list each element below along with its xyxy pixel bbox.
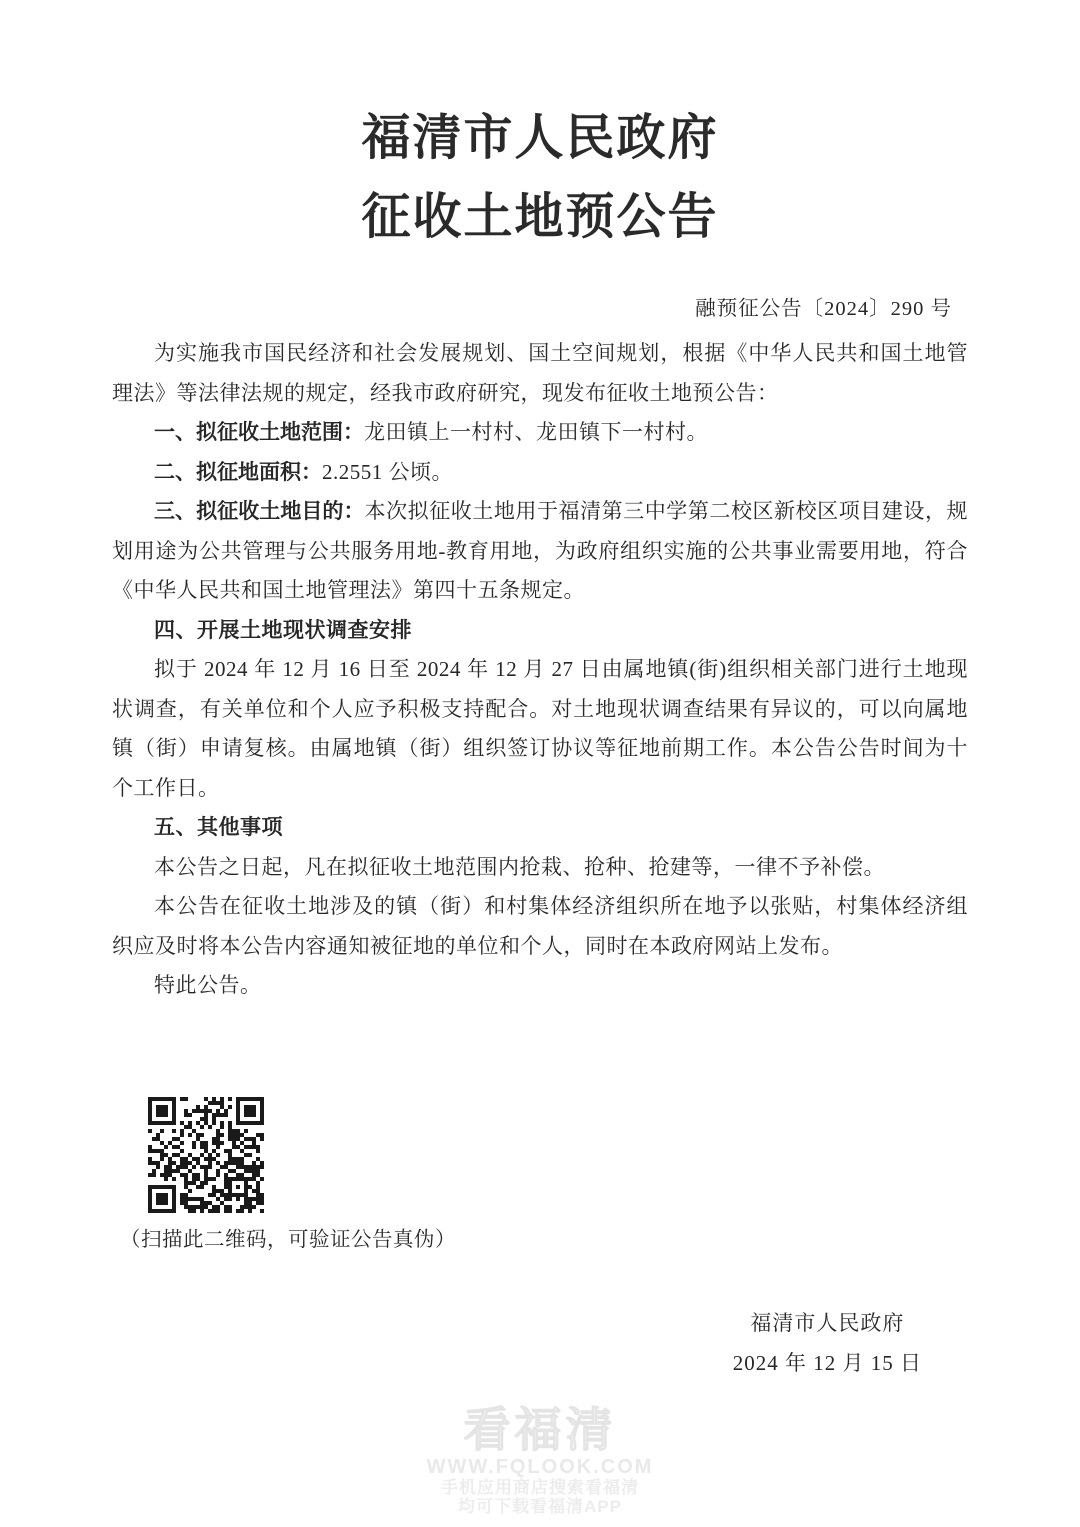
item-purpose xyxy=(112,492,968,611)
item-scope-label: 一、拟征收土地范围： xyxy=(154,421,364,444)
title-line-1: 福清市人民政府 xyxy=(361,110,719,165)
signature-block xyxy=(112,1303,968,1383)
section5-paragraph-1: 本公告之日起，凡在拟征收土地范围内抢栽、抢种、抢建等，一律不予补偿。 xyxy=(154,854,885,879)
item-area xyxy=(112,453,968,493)
qr-code xyxy=(148,1097,264,1213)
section5-paragraph-3: 特此公告。 xyxy=(154,973,262,997)
document-number: 融预征公告〔2024〕290 号 xyxy=(695,298,952,320)
section4-heading: 四、开展土地现状调查安排 xyxy=(154,618,412,642)
item-purpose-text: 本次拟征收土地用于福清第三中学第二校区新校区项目建设，规划用途为公共管理与公共服务用地-教育用地，为政府组织实施的公共事业需要用地，符合《中华人民共和国土地管理法》第四十五条规定。 xyxy=(112,499,969,602)
section5-heading: 五、其他事项 xyxy=(154,816,283,839)
signature-issuer: 福清市人民政府 xyxy=(750,1310,905,1335)
signature-date: 2024 年 12 月 15 日 xyxy=(732,1350,922,1375)
item-purpose-label: 三、拟征收土地目的： xyxy=(154,500,365,523)
document-body xyxy=(112,334,968,1006)
title-line-2: 征收土地预公告 xyxy=(361,189,719,244)
watermark-line-2: 均可下载看福清APP xyxy=(458,1497,622,1516)
item-area-label: 二、拟征地面积： xyxy=(154,460,322,484)
section5-paragraph-2: 本公告在征收土地涉及的镇（街）和村集体经济组织所在地予以张贴，村集体经济组织应及时将本公告内容通知被征地的单位和个人，同时在本政府网站上发布。 xyxy=(112,894,968,958)
document-content xyxy=(0,98,1080,1383)
intro-paragraph: 为实施我市国民经济和社会发展规划、国土空间规划，根据《中华人民共和国土地管理法》等法律法规的规定，经我市政府研究，现发布征收土地预公告： xyxy=(112,341,968,405)
qr-block xyxy=(112,1097,968,1255)
item-area-text: 2.2551 公顷。 xyxy=(322,459,453,484)
item-scope xyxy=(112,413,968,453)
signature-inner xyxy=(733,1303,922,1383)
section4-paragraph: 拟于 2024 年 12 月 16 日至 2024 年 12 月 27 日由属地镇(街)组织相关部门进行土地现状调查，有关单位和个人应予积极支持配合。对土地现状调查结果有异议的，可以向属地镇（街）申请复核。由属地镇（街）组织签订协议等征地前期工作。本公告公告时间为十个工作日。 xyxy=(112,657,968,800)
watermark-line-1: 手机应用商店搜索看福清 xyxy=(441,1478,639,1497)
site-watermark xyxy=(0,1404,1080,1516)
page-title xyxy=(112,98,968,256)
qr-caption: （扫描此二维码，可验证公告真伪） xyxy=(120,1228,456,1251)
item-scope-text: 龙田镇上一村村、龙田镇下一村村。 xyxy=(364,420,708,444)
watermark-url: WWW.FQLOOK.COM xyxy=(426,1456,654,1478)
watermark-brand: 看福清 xyxy=(463,1403,617,1456)
